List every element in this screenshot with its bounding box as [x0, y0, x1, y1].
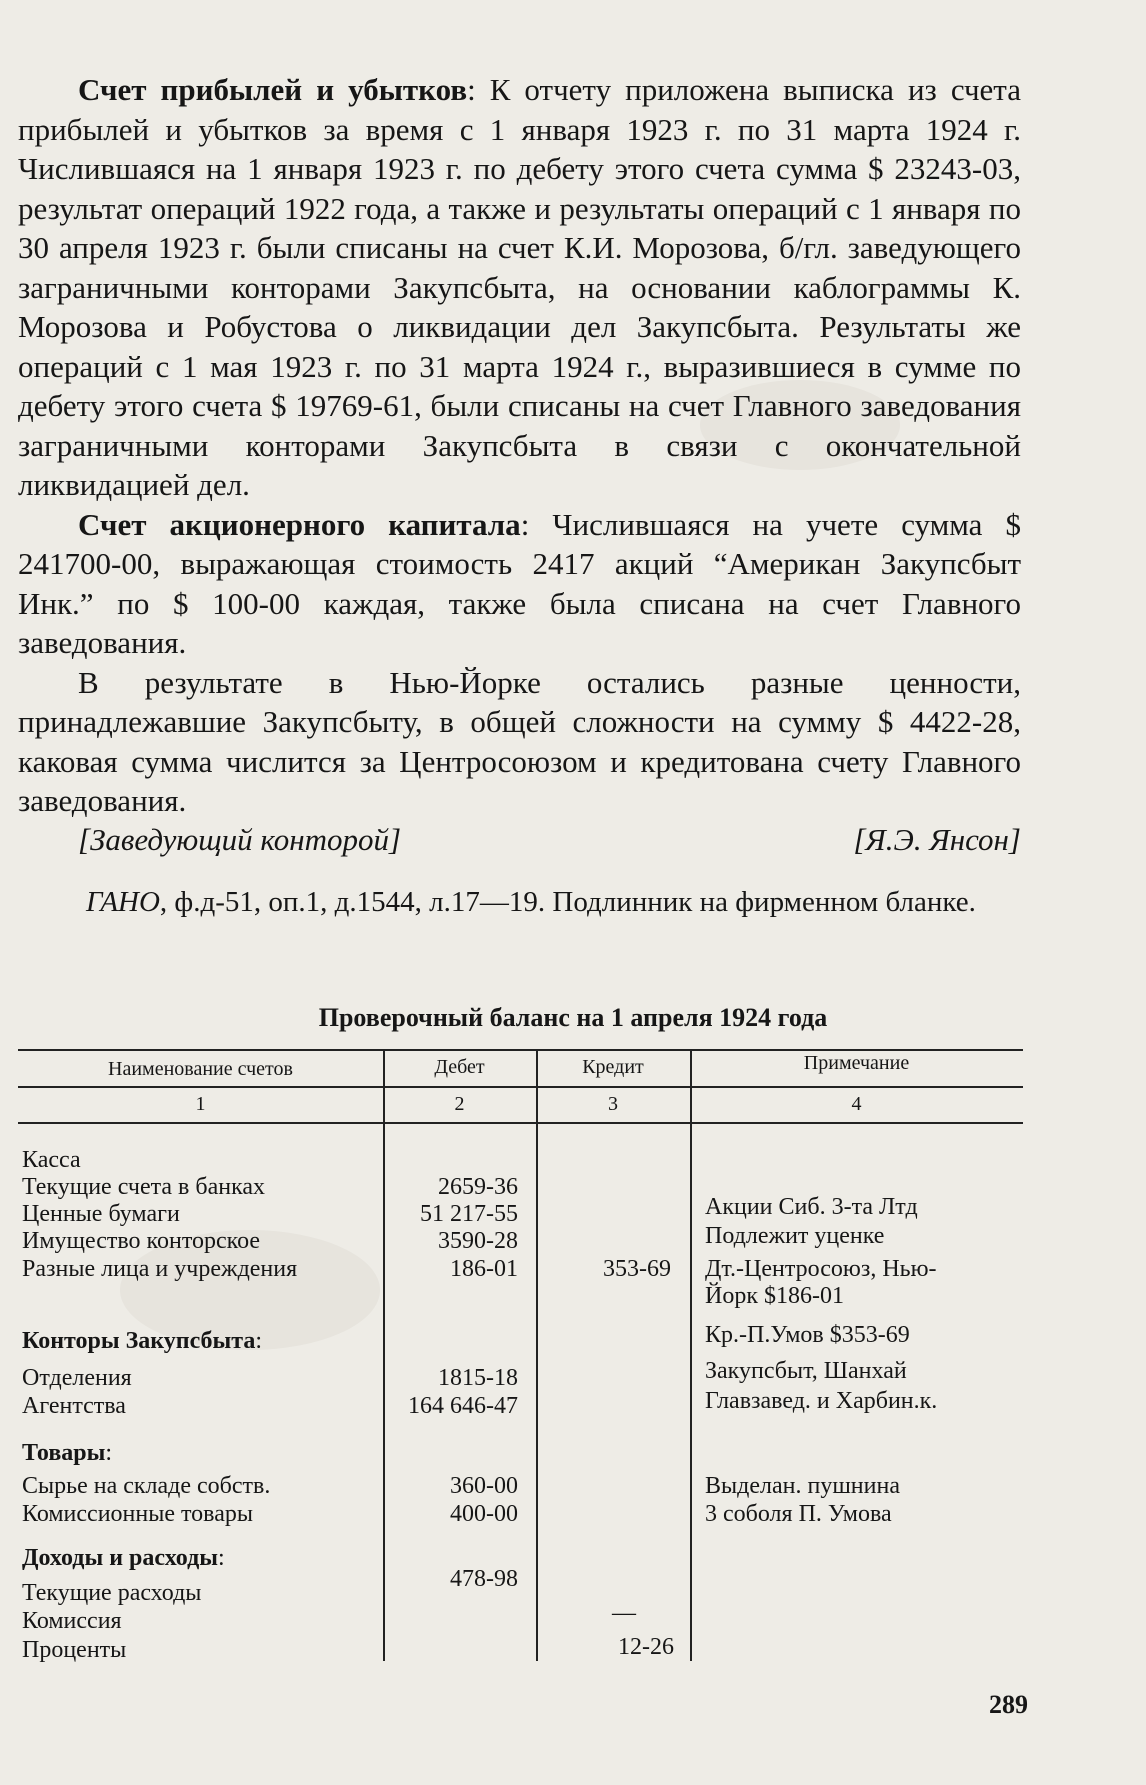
row-commission-goods: Комиссионные товары	[22, 1501, 253, 1527]
row-interest-credit: 12-26	[618, 1634, 674, 1660]
header-number-3: 3	[608, 1093, 618, 1115]
header-debit: Дебет	[434, 1056, 485, 1078]
source-reference	[86, 886, 976, 919]
column-divider	[536, 1049, 538, 1661]
group-dohody-colon: :	[217, 1545, 225, 1571]
row-commission-goods-debit: 400-00	[450, 1501, 518, 1527]
report-text	[18, 70, 1021, 821]
result-text: В результате в Нью-Йорке остались разные ценности, принадлежавшие Закупсбыту, в общей сложности на сумму $ 4422-28, каковая сумма числится за Центросоюзом и кредитована счету Главного заведования.	[18, 664, 1021, 818]
table-title: Проверочный баланс на 1 апреля 1924 года	[318, 1003, 828, 1032]
group-tovary-label: Товары	[22, 1440, 106, 1466]
row-various: Разные лица и учреждения	[22, 1256, 298, 1282]
row-branches-debit: 1815-18	[438, 1365, 518, 1391]
row-securities: Ценные бумаги	[22, 1201, 180, 1227]
paragraph-result	[18, 663, 1021, 821]
row-current-accounts-debit: 2659-36	[438, 1174, 518, 1200]
column-divider	[690, 1049, 692, 1661]
paragraph-profit-loss	[18, 70, 1021, 505]
signature-row	[78, 822, 1021, 862]
row-current-expenses: Текущие расходы	[22, 1580, 202, 1606]
row-property: Имущество конторское	[22, 1228, 261, 1254]
signature-left: [Заведующий конторой]	[78, 822, 402, 857]
row-commission-credit: —	[612, 1600, 636, 1626]
row-agencies-debit: 164 646-47	[408, 1393, 518, 1419]
row-current-accounts: Текущие счета в банках	[22, 1174, 266, 1200]
row-agencies: Агентства	[22, 1393, 126, 1419]
header-number-4: 4	[851, 1093, 862, 1115]
row-kassa: Касса	[22, 1147, 81, 1173]
row-property-note: Подлежит уценке	[705, 1223, 885, 1249]
row-raw-materials: Сырье на складе собств.	[22, 1473, 271, 1499]
row-commission: Комиссия	[22, 1608, 122, 1634]
header-number-2: 2	[454, 1093, 465, 1115]
row-securities-debit: 51 217-55	[420, 1201, 518, 1227]
row-various-note: Йорк $186-01	[705, 1283, 844, 1309]
row-raw-materials-note: Выделан. пушнина	[705, 1473, 900, 1499]
source-details: , ф.д-51, оп.1, д.1544, л.17—19. Подлинник на фирменном бланке.	[159, 886, 976, 918]
table-top-rule	[18, 1049, 1023, 1051]
row-various-note: Кр.-П.Умов $353-69	[705, 1322, 910, 1348]
row-interest: Проценты	[22, 1637, 127, 1663]
header-credit: Кредит	[582, 1056, 644, 1078]
group-kontory-colon: :	[255, 1328, 263, 1354]
row-branches: Отделения	[22, 1365, 132, 1391]
paragraph-share-capital	[18, 505, 1021, 663]
profit-loss-text: : К отчету приложена выписка из счета прибылей и убытков за время с 1 января 1923 г. по 31 марта 1924 г. Числившаяся на 1 января 1923 г. по дебету этого счета сумма $ 23243-03, результат операций 1922 года, а также и результаты операций с 1 января по 30 апреля 1923 г. были списаны на счет К.И. Морозова, б/гл. заведующего заграничными конторами Закупсбыта, на основании каблограммы К. Морозова и Робустова о ликвидации дел Закупсбыта. Результаты же операций с 1 мая 1923 г. по 31 марта 1924 г., выразившиеся в сумме по дебету этого счета $ 19769-61, были списаны на счет Главного заведования заграничными конторами Закупсбыта в связи с окончательной ликвидацией дел.	[18, 72, 1021, 502]
row-branches-note: Закупсбыт, Шанхай	[705, 1358, 907, 1384]
group-kontory-label: Конторы Закупсбыта	[22, 1328, 256, 1354]
share-capital-text: : Числившаяся на учете сумма $ 241700-00, выражающая стоимость 2417 акций “Американ Закупсбыт Инк.” по $ 100-00 каждая, также была списана на счет Главного заведования.	[18, 506, 1021, 660]
group-dohody-label: Доходы и расходы	[22, 1545, 218, 1571]
row-agencies-note: Главзавед. и Харбин.к.	[705, 1388, 938, 1414]
group-tovary	[22, 1440, 112, 1467]
group-kontory	[22, 1328, 262, 1355]
page-number: 289	[989, 1690, 1028, 1719]
row-commission-goods-note: 3 соболя П. Умова	[705, 1501, 892, 1527]
group-tovary-colon: :	[105, 1440, 113, 1466]
row-property-debit: 3590-28	[438, 1228, 518, 1254]
header-note: Примечание	[803, 1052, 910, 1074]
row-securities-note: Акции Сиб. 3-та Лтд	[705, 1194, 918, 1220]
table-number-rule	[18, 1122, 1023, 1124]
row-various-credit: 353-69	[603, 1256, 671, 1282]
row-various-debit: 186-01	[450, 1256, 518, 1282]
header-name: Наименование счетов	[108, 1058, 293, 1080]
row-various-note: Дт.-Центросоюз, Нью-	[705, 1256, 937, 1282]
share-capital-heading: Счет акционерного капитала	[78, 506, 521, 542]
group-dohody	[22, 1545, 225, 1572]
table-header-rule	[18, 1086, 1023, 1088]
profit-loss-heading: Счет прибылей и убытков	[78, 72, 468, 107]
row-raw-materials-debit: 360-00	[450, 1473, 518, 1499]
signature-right: [Я.Э. Янсон]	[853, 822, 1021, 857]
header-number-1: 1	[195, 1093, 206, 1115]
source-archive: ГАНО	[86, 886, 160, 918]
row-current-expenses-debit: 478-98	[450, 1566, 518, 1592]
